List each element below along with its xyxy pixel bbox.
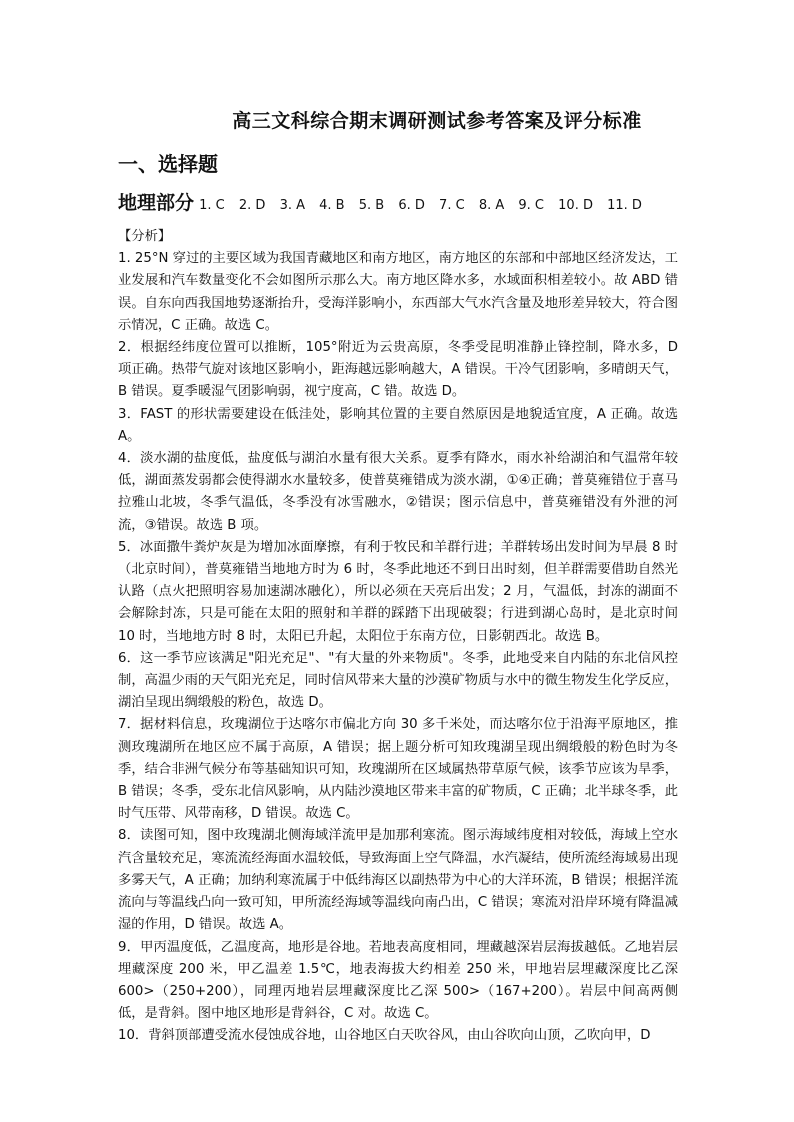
answer-item: 1. C	[199, 198, 225, 213]
answer-item: 2. D	[238, 198, 266, 213]
answer-item: 3. A	[279, 198, 305, 213]
analysis-label: 【分析】	[118, 229, 172, 244]
answer-list	[199, 198, 652, 213]
analysis-paragraph-9: 9．甲丙温度低，乙温度高，地形是谷地。若地表高度相同，埋藏越深岩层海拔越低。乙地岩层埋藏深度 200 米，甲乙温差 1.5℃，地表海拔大约相差 250 米，甲地岩层埋藏深度比乙深 600>（250+200），同理丙地岩层埋藏深度比乙深 500>（167+200）。岩层中间高两侧低，是背斜。图中地区地形是背斜谷，C 对。故选 C。	[118, 939, 678, 1022]
geography-label: 地理部分	[118, 192, 195, 214]
analysis-paragraph-3: 3．FAST 的形状需要建设在低洼处，影响其位置的主要自然原因是地貌适宜度，A 正确。故选 A。	[118, 406, 678, 444]
answer-item: 5. B	[358, 198, 385, 213]
analysis-paragraph-10: 10．背斜顶部遭受流水侵蚀成谷地，山谷地区白天吹谷风，由山谷吹向山顶，乙吹向甲，D	[118, 1028, 651, 1044]
analysis-paragraph-4: 4．淡水湖的盐度低，盐度低与湖泊水量有很大关系。夏季有降水，雨水补给湖泊和气温常年较低，湖面蒸发弱都会使得湖水水量较多，使普莫雍错成为淡水湖，①④正确；普莫雍错位于喜马拉雅山北坡，冬季气温低，冬季没有冰雪融水，②错误；图示信息中，普莫雍错没有外泄的河流，③错误。故选 B 项。	[118, 451, 678, 533]
analysis-paragraph-5: 5．冰面撒牛粪炉灰是为增加冰面摩擦，有利于牧民和羊群行进；羊群转场出发时间为早晨 8 时（北京时间），普莫雍错当地地方时为 6 时，冬季此地还不到日出时刻，但羊群需要借助自然光认路（点火把照明容易加速湖冰融化），所以必须在天亮后出发；2 月，气温低，封冻的湖面不会解除封冻，只是可能在太阳的照射和羊群的踩踏下出现破裂；行进到湖心岛时，是北京时间 10 时，当地地方时 8 时，太阳已升起，太阳位于东南方位，日影朝西北。故选 B。	[118, 539, 678, 644]
answer-item: 10. D	[558, 198, 593, 213]
analysis-paragraph-2: 2．根据经纬度位置可以推断，105°附近为云贵高原，冬季受昆明准静止锋控制，降水多，D 项正确。热带气旋对该地区影响小，距海越远影响越大，A 错误。干冷气团影响，多晴朗天气，B 错误。夏季暖湿气团影响弱，视宁度高，C 错。故选 D。	[118, 340, 678, 400]
answer-item: 11. D	[607, 198, 642, 213]
answer-item: 9. C	[518, 198, 545, 213]
answer-item: 4. B	[319, 198, 345, 213]
analysis-body	[118, 226, 678, 1048]
analysis-paragraph-6: 6．这一季节应该满足"阳光充足"、"有大量的外来物质"。冬季，此地受来自内陆的东北信风控制，高温少雨的天气阳光充足，同时信风带来大量的沙漠矿物质与水中的微生物发生化学反应，湖泊呈现出绸缎般的粉色，故选 D。	[118, 650, 678, 711]
section-heading: 一、选择题	[118, 152, 218, 176]
analysis-paragraph-7: 7．据材料信息，玫瑰湖位于达喀尔市偏北方向 30 多千米处，而达喀尔位于沿海平原地区，推测玫瑰湖所在地区应不属于高原，A 错误；据上题分析可知玫瑰湖呈现出绸缎般的粉色时为冬季，结合非洲气候分布等基础知识可知，玫瑰湖所在区域属热带草原气候，该季节应该为旱季，B 错误；冬季，受东北信风影响，从内陆沙漠地区带来丰富的矿物质，C 正确；北半球冬季，此时气压带、风带南移，D 错误。故选 C。	[118, 717, 678, 822]
answer-item: 8. A	[478, 198, 505, 213]
analysis-paragraph-1: 1. 25°N 穿过的主要区域为我国青藏地区和南方地区，南方地区的东部和中部地区经济发达，工业发展和汽车数量变化不会如图所示那么大。南方地区降水多，水域面积相差较小。故 ABD 错误。自东向西我国地势逐渐抬升，受海洋影响小，东西部大气水汽含量及地形差异较大，符合图示情况，C 正确。故选 C。	[118, 251, 678, 333]
answer-item: 6. D	[398, 198, 425, 213]
answer-key-row	[118, 188, 652, 215]
answer-item: 7. C	[439, 198, 465, 213]
analysis-paragraph-8: 8．读图可知，图中玫瑰湖北侧海域洋流甲是加那利寒流。图示海域纬度相对较低，海域上空水汽含量较充足，寒流流经海面水温较低，导致海面上空气降温，水汽凝结，使所流经海域易出现多雾天气，A 正确；加纳利寒流属于中低纬海区以副热带为中心的大洋环流，B 错误；根据洋流流向与等温线凸向一致可知，甲所流经海域等温线向南凸出，C 错误；寒流对沿岸环境有降温减湿的作用，D 错误。故选 A。	[118, 828, 678, 933]
page-title: 高三文科综合期末调研测试参考答案及评分标准	[232, 110, 642, 132]
